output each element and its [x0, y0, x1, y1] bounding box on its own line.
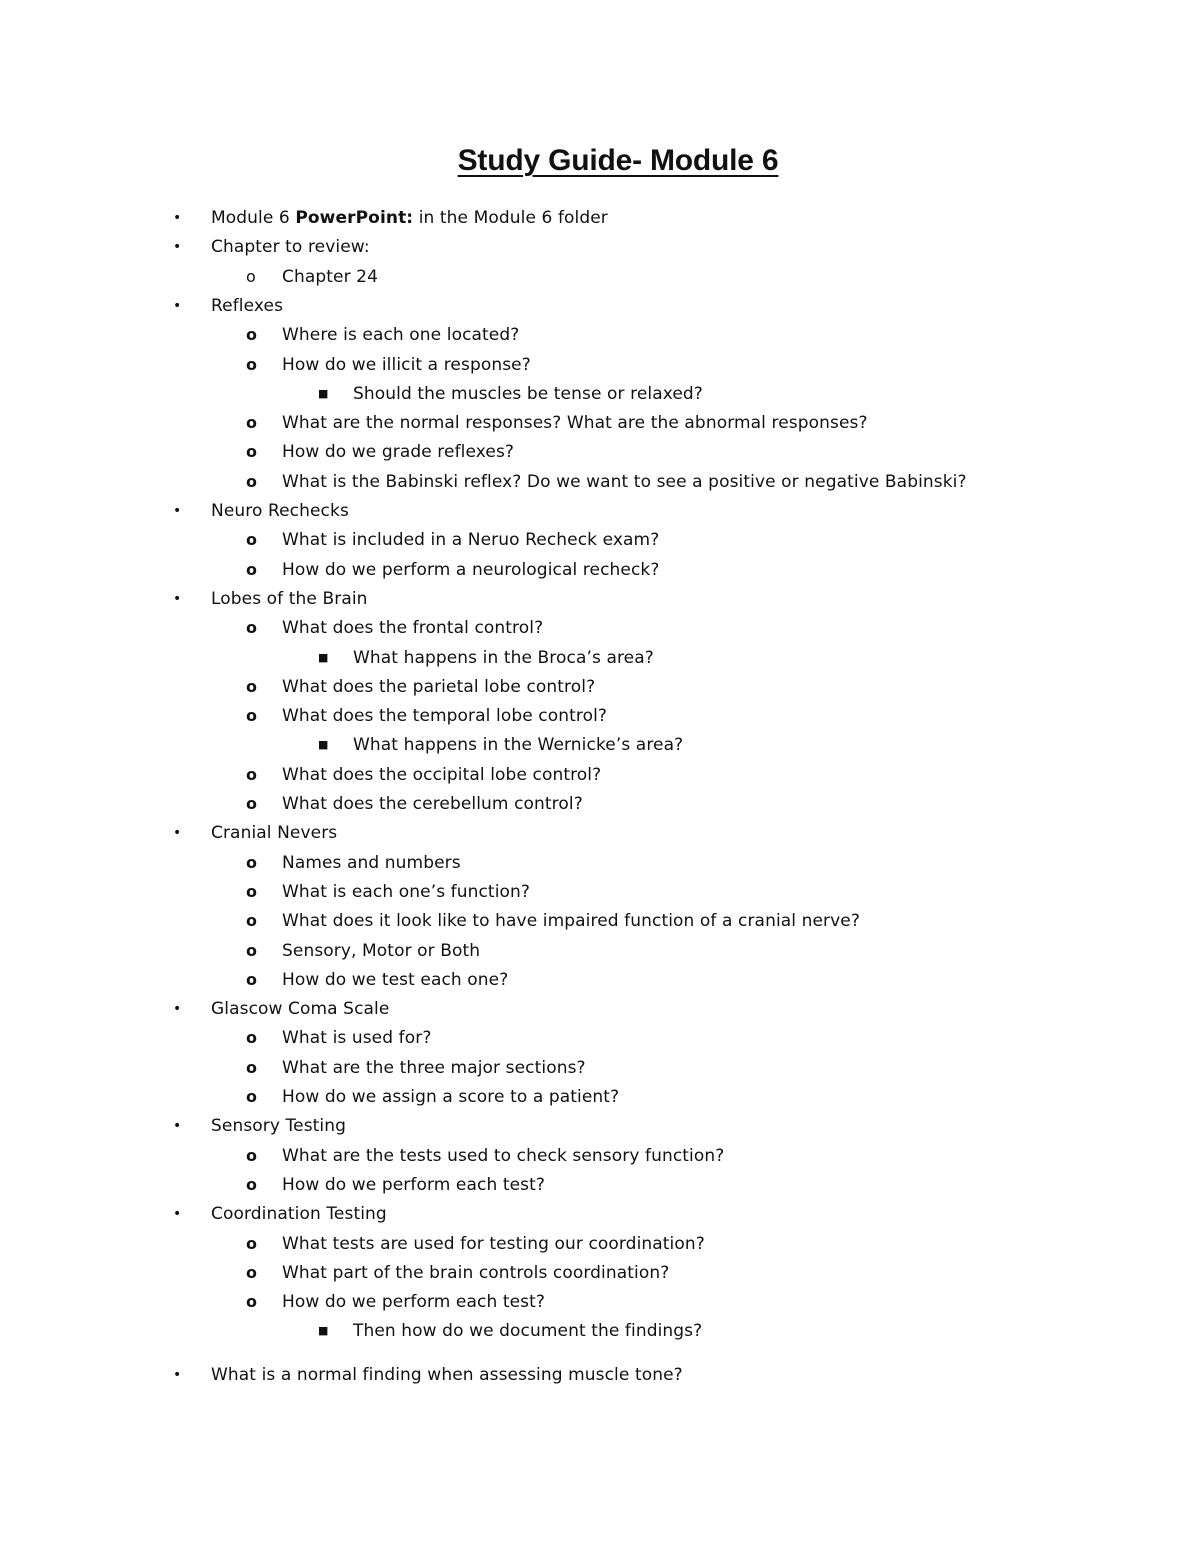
list-item-text: What are the three major sections?	[282, 1058, 586, 1078]
list-item-text: Sensory Testing	[211, 1116, 347, 1136]
list-item-text	[211, 205, 608, 231]
list-item-bold: PowerPoint:	[295, 208, 414, 228]
circle-bullet-icon: o	[246, 677, 258, 696]
circle-bullet-icon: o	[246, 1292, 258, 1311]
list-item-text: Chapter to review:	[211, 237, 370, 257]
list-item-text: What are the normal responses? What are the abnormal responses?	[282, 413, 868, 433]
list-item-text: Where is each one located?	[282, 325, 520, 345]
list-item-prefix: Module 6	[211, 208, 296, 228]
list-item-text: What happens in the Broca’s area?	[353, 648, 654, 668]
circle-bullet-icon: o	[246, 941, 258, 960]
list-item-text: Cranial Nevers	[211, 823, 338, 843]
list-item-text: Then how do we document the findings?	[353, 1321, 703, 1341]
list-item-text: Neuro Rechecks	[211, 501, 349, 521]
circle-bullet-icon: o	[246, 765, 258, 784]
list-item-text: How do we illicit a response?	[282, 355, 531, 375]
circle-bullet-icon: o	[246, 970, 258, 989]
list-item-text: Chapter 24	[282, 267, 379, 287]
disc-bullet-icon: •	[173, 239, 182, 255]
list-item-text: What part of the brain controls coordination?	[282, 1263, 670, 1283]
list-item-text: How do we assign a score to a patient?	[282, 1087, 620, 1107]
list-item-text: What does the parietal lobe control?	[282, 677, 596, 697]
list-item-text: What does the frontal control?	[282, 618, 544, 638]
list-item-text: What is the Babinski reflex? Do we want to see a positive or negative Babinski?	[282, 472, 967, 492]
circle-bullet-icon: o	[246, 618, 258, 637]
list-item-text: What happens in the Wernicke’s area?	[353, 735, 684, 755]
square-bullet-icon: ■	[318, 1324, 329, 1337]
disc-bullet-icon: •	[173, 298, 182, 314]
circle-bullet-icon: o	[246, 706, 258, 725]
disc-bullet-icon: •	[173, 825, 182, 841]
list-item-text: How do we grade reflexes?	[282, 442, 515, 462]
circle-bullet-icon: o	[246, 794, 258, 813]
list-item-text: Lobes of the Brain	[211, 589, 368, 609]
circle-bullet-icon: o	[246, 325, 258, 344]
circle-bullet-icon: o	[246, 882, 258, 901]
circle-bullet-icon: o	[246, 1058, 258, 1077]
circle-bullet-icon: o	[246, 1234, 258, 1253]
list-item-text: Coordination Testing	[211, 1204, 387, 1224]
circle-bullet-icon: o	[246, 472, 258, 491]
circle-bullet-icon: o	[246, 853, 258, 872]
circle-bullet-icon: o	[246, 413, 258, 432]
circle-bullet-icon: o	[246, 1263, 258, 1282]
list-item-text: What does the temporal lobe control?	[282, 706, 608, 726]
list-item-text: What does the occipital lobe control?	[282, 765, 602, 785]
square-bullet-icon: ■	[318, 651, 329, 664]
list-item-text: What does the cerebellum control?	[282, 794, 583, 814]
page-title: Study Guide- Module 6	[457, 144, 779, 177]
list-item-text: Reflexes	[211, 296, 284, 316]
list-item-text: What is a normal finding when assessing muscle tone?	[211, 1365, 683, 1385]
disc-bullet-icon: •	[173, 503, 182, 519]
list-item-text: What is included in a Neruo Recheck exam?	[282, 530, 660, 550]
circle-bullet-icon: o	[246, 267, 256, 286]
list-item-text: What are the tests used to check sensory function?	[282, 1146, 725, 1166]
disc-bullet-icon: •	[173, 1206, 182, 1222]
list-item-suffix: in the Module 6 folder	[413, 208, 608, 228]
list-item-text: What is each one’s function?	[282, 882, 531, 902]
list-item-text: Names and numbers	[282, 853, 461, 873]
list-item-text: Should the muscles be tense or relaxed?	[353, 384, 703, 404]
list-item-text: How do we perform each test?	[282, 1292, 546, 1312]
disc-bullet-icon: •	[173, 1367, 182, 1383]
circle-bullet-icon: o	[246, 560, 258, 579]
circle-bullet-icon: o	[246, 1087, 258, 1106]
list-item-text: What does it look like to have impaired function of a cranial nerve?	[282, 911, 860, 931]
circle-bullet-icon: o	[246, 530, 258, 549]
square-bullet-icon: ■	[318, 387, 329, 400]
list-item-text: Glascow Coma Scale	[211, 999, 390, 1019]
disc-bullet-icon: •	[173, 1001, 182, 1017]
circle-bullet-icon: o	[246, 442, 258, 461]
circle-bullet-icon: o	[246, 1028, 258, 1047]
list-item-text: How do we test each one?	[282, 970, 509, 990]
list-item-text: How do we perform a neurological recheck?	[282, 560, 660, 580]
circle-bullet-icon: o	[246, 911, 258, 930]
list-item-text: What is used for?	[282, 1028, 432, 1048]
square-bullet-icon: ■	[318, 738, 329, 751]
disc-bullet-icon: •	[173, 1118, 182, 1134]
circle-bullet-icon: o	[246, 1175, 258, 1194]
circle-bullet-icon: o	[246, 1146, 258, 1165]
disc-bullet-icon: •	[173, 591, 182, 607]
list-item-text: How do we perform each test?	[282, 1175, 546, 1195]
list-item-text: Sensory, Motor or Both	[282, 941, 481, 961]
list-item-text: What tests are used for testing our coordination?	[282, 1234, 705, 1254]
circle-bullet-icon: o	[246, 355, 258, 374]
disc-bullet-icon: •	[173, 210, 182, 226]
